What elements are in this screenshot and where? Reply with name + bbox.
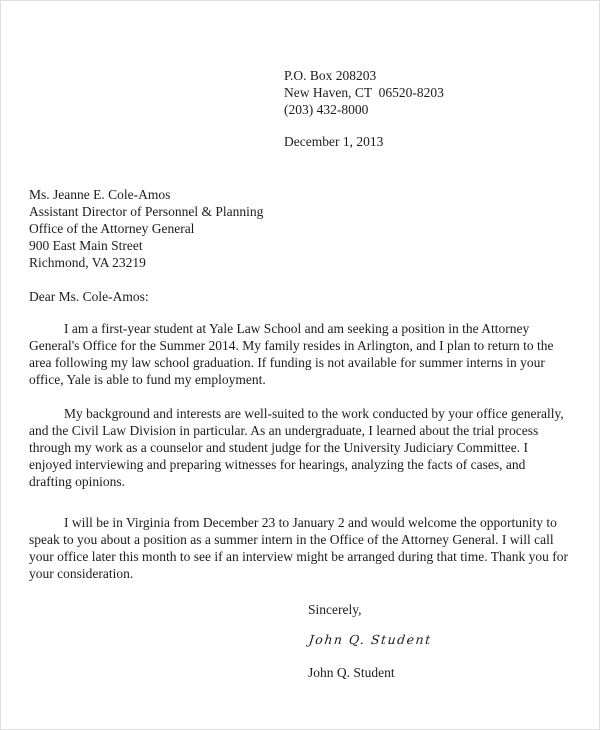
salutation: Dear Ms. Cole-Amos: xyxy=(29,289,149,304)
sender-address-block xyxy=(284,67,569,118)
recipient-address-block xyxy=(29,186,569,271)
body-paragraph-2: My background and interests are well-suited to the work conducted by your office generally, and the Civil Law Division in particular. As an undergraduate, I learned about the trial process through my work as a counselor and student judge for the University Judiciary Committee. I enjoyed interviewing and preparing witnesses for hearings, analyzing the facts of cases, and drafting opinions. xyxy=(29,406,564,489)
sender-address-line: P.O. Box 208203 xyxy=(284,68,377,83)
recipient-title: Assistant Director of Personnel & Planning xyxy=(29,204,264,219)
recipient-street: 900 East Main Street xyxy=(29,238,143,253)
body-paragraph-3: I will be in Virginia from December 23 to January 2 and would welcome the opportunity to speak to you about a position as a summer intern in the Office of the Attorney General. I will call your office later this month to see if an interview might be arranged during that time. Thank you for your consideration. xyxy=(29,515,568,581)
recipient-city-state-zip: Richmond, VA 23219 xyxy=(29,255,146,270)
recipient-organization: Office of the Attorney General xyxy=(29,221,195,236)
sender-address-line: (203) 432-8000 xyxy=(284,102,369,117)
recipient-name: Ms. Jeanne E. Cole-Amos xyxy=(29,187,171,202)
letter-date: December 1, 2013 xyxy=(284,134,384,149)
typed-signature-name: John Q. Student xyxy=(308,665,395,680)
body-paragraph-1: I am a first-year student at Yale Law School and am seeking a position in the Attorney General's Office for the Summer 2014. My family resides in Arlington, and I plan to return to the area following my law school graduation. If funding is not available for summer interns in your office, Yale is able to fund my employment. xyxy=(29,321,554,387)
sender-address-line: New Haven, CT 06520-8203 xyxy=(284,85,444,100)
closing-sincerely: Sincerely, xyxy=(308,602,362,617)
handwritten-signature: John Q. Student xyxy=(308,632,433,647)
